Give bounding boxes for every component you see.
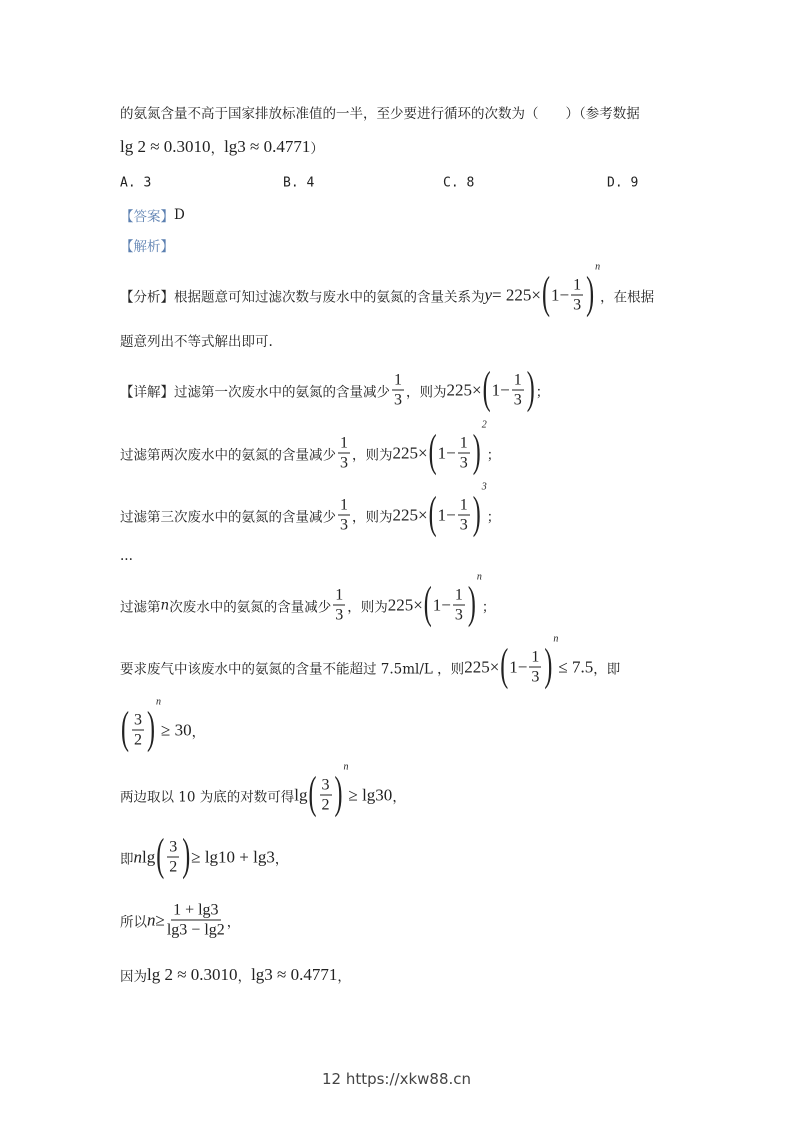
math-run: 1−	[491, 380, 510, 399]
text-run: n	[160, 597, 170, 613]
parenthesized-expression	[428, 481, 487, 539]
fraction-numerator: 1 + lg3	[173, 901, 219, 919]
text-line	[120, 205, 185, 225]
exponent: n	[343, 761, 349, 773]
fraction-numerator: 1	[531, 648, 540, 666]
left-paren: (	[423, 579, 432, 629]
text-run: ；	[486, 447, 501, 463]
left-paren: (	[308, 769, 317, 819]
fraction-denominator: 2	[169, 858, 178, 876]
text-line	[120, 481, 501, 539]
fraction-numerator: 3	[134, 711, 142, 729]
exponent: n	[476, 571, 482, 583]
text-run: ...	[120, 548, 133, 564]
text-run: 过滤第三次废水中的氨氮的含量减少	[120, 509, 336, 525]
text-line	[120, 965, 351, 985]
text-run: 【分析】根据题意可知过滤次数与废水中的氨氮的含量关系为	[120, 289, 485, 305]
answer-option: C. 8	[443, 175, 475, 191]
text-run: 次废水中的氨氮的含量减少	[169, 599, 332, 615]
exponent: n	[553, 633, 559, 645]
fraction-denominator: 3	[340, 516, 348, 534]
math-run: ≥	[155, 910, 165, 929]
fraction-numerator: 1	[459, 434, 468, 452]
fraction	[320, 776, 332, 815]
math-run: = 225×	[492, 285, 541, 304]
text-run: ，	[237, 969, 252, 985]
math-run: 225×	[464, 657, 500, 676]
math-run: 1−	[509, 657, 528, 676]
fraction-numerator: 1	[513, 371, 522, 389]
text-line	[120, 571, 496, 629]
text-run: ，	[210, 141, 225, 157]
text-line	[120, 761, 406, 819]
parenthesized-expression	[499, 633, 559, 691]
fraction-denominator: 3	[454, 606, 463, 624]
text-run: ）	[310, 141, 324, 157]
text-run: 【答案】	[120, 209, 174, 225]
text-line	[120, 419, 501, 477]
math-run: ≥ 30	[161, 720, 192, 739]
answer-option: B. 4	[283, 175, 315, 191]
fraction	[529, 648, 541, 687]
fraction-numerator: 1	[340, 434, 348, 452]
text-run: ，	[191, 724, 206, 740]
math-run: lg	[294, 785, 308, 804]
fraction-numerator: 1	[340, 496, 348, 514]
fraction	[458, 496, 470, 535]
exponent: n	[156, 696, 161, 708]
left-paren: (	[541, 269, 550, 319]
parenthesized-expression	[155, 831, 191, 881]
math-run: 225×	[392, 505, 428, 524]
math-run: lg3 ≈ 0.4771	[251, 965, 338, 984]
left-paren: (	[156, 831, 165, 881]
left-paren: (	[428, 489, 437, 539]
math-run: 1−	[437, 443, 456, 462]
text-line	[120, 696, 206, 754]
fraction	[453, 586, 465, 625]
right-paren: )	[472, 489, 481, 539]
text-run: 即	[120, 851, 134, 867]
right-paren: )	[182, 831, 191, 881]
text-run: ，则为	[352, 509, 393, 525]
text-run: ，则为	[352, 447, 393, 463]
math-run: ≤ 7.5	[558, 657, 594, 676]
fraction-denominator: 3	[335, 606, 344, 624]
math-run: n	[133, 847, 142, 866]
fraction-numerator: 1	[394, 371, 402, 389]
fraction	[571, 276, 583, 315]
page-footer: 12 https://xkw88.cn	[321, 1070, 472, 1088]
exponent: 2	[481, 419, 487, 431]
math-run: ≥ lg10 + lg3	[191, 847, 275, 866]
text-line	[120, 364, 550, 414]
text-run: 要求废气中该废水中的氨氮的含量不能超过 7.5ml/L ，则	[120, 661, 465, 677]
math-run: lg 2 ≈ 0.3010	[120, 137, 211, 156]
fraction-denominator: 3	[531, 668, 540, 686]
text-run: ；	[535, 384, 550, 400]
parenthesized-expression	[423, 571, 482, 629]
text-run: 两边取以 10 为底的对数可得	[120, 789, 295, 805]
fraction	[338, 496, 350, 535]
fraction-denominator: lg3 − lg2	[166, 921, 225, 939]
right-paren: )	[334, 769, 343, 819]
text-run: 所以	[120, 914, 147, 930]
text-run: 【解析】	[120, 239, 174, 255]
fraction-denominator: 2	[134, 731, 142, 749]
text-run: ；	[486, 509, 501, 525]
right-paren: )	[467, 579, 476, 629]
fraction-denominator: 3	[513, 391, 522, 409]
text-line	[120, 102, 640, 122]
answer-option: A. 3	[120, 175, 152, 191]
text-run: 过滤第两次废水中的氨氮的含量减少	[120, 447, 336, 463]
parenthesized-expression	[308, 761, 349, 819]
text-run: ，在根据	[600, 289, 655, 305]
text-run: ，则为	[406, 384, 447, 400]
parenthesized-expression	[120, 696, 161, 754]
text-line	[120, 261, 655, 319]
text-run: 过滤第	[120, 599, 161, 615]
fraction-numerator: 3	[321, 776, 330, 794]
text-run: 题意列出不等式解出即可.	[120, 334, 273, 350]
fraction	[132, 711, 144, 750]
math-run: 225×	[392, 443, 428, 462]
left-paren: (	[500, 641, 509, 691]
left-paren: (	[121, 704, 129, 754]
text-line	[120, 330, 273, 350]
fraction	[167, 838, 179, 877]
fraction-numerator: 3	[169, 838, 178, 856]
math-run: 225×	[387, 595, 423, 614]
right-paren: )	[544, 641, 553, 691]
right-paren: )	[472, 427, 481, 477]
math-run: 1−	[437, 505, 456, 524]
text-run: 【详解】过滤第一次废水中的氨氮的含量减少	[120, 384, 390, 400]
text-run: ，即	[593, 661, 621, 677]
fraction-numerator: 1	[454, 586, 463, 604]
math-run: ≥ lg30	[348, 785, 393, 804]
text-line	[120, 633, 621, 691]
right-paren: )	[147, 704, 155, 754]
fraction-numerator: 1	[335, 586, 344, 604]
right-paren: )	[526, 364, 535, 414]
fraction	[338, 434, 350, 473]
right-paren: )	[586, 269, 595, 319]
text-run: D	[174, 207, 185, 223]
math-run: y	[484, 285, 493, 304]
exponent: n	[595, 261, 601, 273]
text-line	[120, 901, 240, 940]
fraction-denominator: 3	[340, 454, 348, 472]
math-run: lg3 ≈ 0.4771	[224, 137, 311, 156]
exponent: 3	[481, 481, 487, 493]
math-run: lg 2 ≈ 0.3010	[147, 965, 238, 984]
text-run: ，	[274, 851, 289, 867]
text-run: ，	[392, 789, 406, 805]
text-run: ，	[226, 914, 241, 930]
fraction	[167, 901, 225, 940]
text-run: ，	[337, 969, 351, 985]
fraction	[512, 371, 524, 410]
fraction	[333, 586, 345, 625]
text-run: 因为	[120, 969, 147, 985]
left-paren: (	[428, 427, 437, 477]
text-run: ；	[481, 599, 496, 615]
fraction-numerator: 1	[573, 276, 582, 294]
fraction-denominator: 3	[573, 296, 582, 314]
fraction	[458, 434, 470, 473]
fraction-denominator: 3	[459, 516, 468, 534]
text-line	[120, 137, 324, 157]
text-line	[120, 235, 174, 255]
fraction-denominator: 2	[321, 796, 330, 814]
fraction-numerator: 1	[459, 496, 468, 514]
left-paren: (	[482, 364, 491, 414]
text-line	[120, 831, 289, 881]
math-run: 225×	[446, 380, 482, 399]
text-run: 的氨氮含量不高于国家排放标准值的一半，至少要进行循环的次数为（ ）（参考数据	[120, 106, 640, 122]
math-run: 1−	[432, 595, 451, 614]
math-run: 1−	[550, 285, 570, 304]
fraction	[392, 371, 404, 410]
fraction-denominator: 3	[394, 391, 402, 409]
parenthesized-expression	[428, 419, 487, 477]
math-run: lg	[142, 847, 156, 866]
text-line	[120, 548, 133, 564]
math-run: n	[147, 910, 156, 929]
parenthesized-expression	[541, 261, 601, 319]
parenthesized-expression	[482, 364, 536, 414]
answer-option: D. 9	[607, 175, 639, 191]
fraction-denominator: 3	[459, 454, 468, 472]
text-run: ，则为	[347, 599, 388, 615]
